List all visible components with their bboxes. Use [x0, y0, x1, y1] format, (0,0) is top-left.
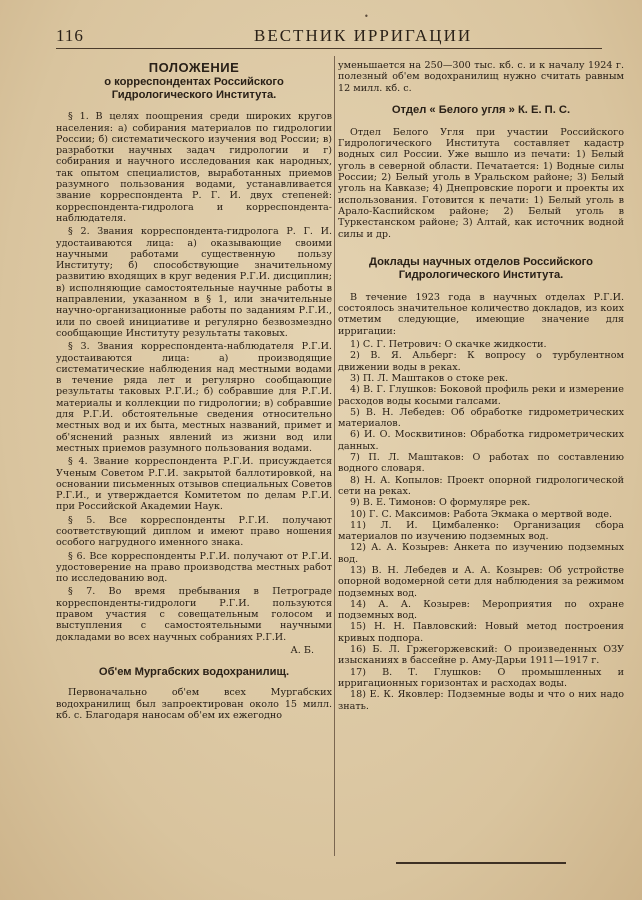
paragraph-7: § 7. Во время пребывания в Петрограде корреспонденты-гидрологи Р.Г.И. пользуются правом участия с совещательным голосом и выступления с самостоятельными научными докладами во всех научных собраниях Р.Г.И.: [56, 586, 332, 643]
list-item: 9) В. Е. Тимонов: О формуляре рек.: [350, 497, 531, 509]
list-item: 14) А. А. Козырев: Мероприятия по охране подземных вод.: [338, 598, 624, 622]
list-item: 16) Б. Л. Гржегоржевский: О произведенных ОЗУ изысканиях в бассейне р. Аму-Дарьи 1911—1917 г.: [338, 644, 624, 667]
journal-title: ВЕСТНИК ИРРИГАЦИИ: [254, 26, 473, 45]
list-item: 6) И. О. Москвитинов: Обработка гидрометрических данных.: [338, 429, 624, 452]
paragraph-white-coal: Отдел Белого Угля при участии Российского Гидрологического Института составляет кадастр водных сил России. Уже вышло из печати: 1) Белый уголь в северной области. Печатается: 1) Водные силы России; 2) Белый уголь в Уральском районе; 3) Белый уголь на Кавказе; 4) Днепровские пороги и проекты их использования. Готовится к печати: 1) Белый уголь в Арало-Каспийском районе; 2) Белый уголь в Туркестанском районе; 3) Алтай, как источник водной силы и др.: [338, 126, 624, 240]
list-item: 15) Н. Н. Павловский: Новый метод построения кривых подпора.: [338, 621, 624, 644]
left-column: [56, 60, 332, 723]
list-item: 18) Е. К. Яковлер: Подземные воды и что о них надо знать.: [338, 689, 624, 712]
page-header: [56, 22, 602, 49]
column-divider: [334, 56, 335, 856]
list-item: 10) Г. С. Максимов: Работа Экмака о мертвой воде.: [350, 508, 613, 520]
page-number: 116: [56, 26, 84, 45]
binding-mark: •: [364, 12, 369, 21]
section-title-white-coal: Отдел « Белого угля » К. Е. П. С.: [391, 103, 571, 116]
section-title-murgab: Об'ем Мургабских водохранилищ.: [98, 666, 290, 679]
paragraph-reports-intro: В течение 1923 года в научных отделах Р.Г.И. состоялось значительное количество докладов, из коих отметим следующие, имеющие значение для ирригации:: [338, 291, 624, 337]
list-item: 8) Н. А. Копылов: Проект опорной гидрологической сети на реках.: [338, 474, 624, 497]
list-item: 4) В. Г. Глушков: Боковой профиль реки и измерение расходов воды косыми галсами.: [338, 384, 624, 407]
right-column: [338, 60, 624, 712]
signature: А. Б.: [290, 644, 314, 656]
list-item: 7) П. Л. Маштаков: О работах по составлению водного словаря.: [338, 452, 624, 475]
list-item: 5) В. Н. Лебедев: Об обработке гидрометрических материалов.: [338, 406, 624, 430]
list-item: 17) В. Т. Глушков: О промышленных и ирригационных горизонтах и расходах воды.: [338, 666, 624, 689]
paragraph-4: § 4. Звание корреспондента Р.Г.И. присуждается Ученым Советом Р.Г.И. закрытой баллотировкой, на основании письменных отзывов специальных Советов Р.Г.И., и утверждается Комитетом по делам Р.Г.И. при Российской Академии Наук.: [56, 456, 332, 513]
list-item: 2) В. Я. Альберг: К вопросу о турбулентном движении воды в реках.: [338, 350, 624, 373]
paragraph-murgab: Первоначально об'ем всех Мургабских водохранилищ был запроектирован около 15 милл. кб. с. Благодаря наносам об'ем их ежегодно: [56, 687, 332, 721]
list-item: 1) С. Г. Петрович: О скачке жидкости.: [350, 339, 547, 351]
list-item: 12) А. А. Козырев: Анкета по изучению подземных вод.: [338, 542, 624, 565]
paragraph-3: § 3. Звания корреспондента-наблюдателя Р.Г.И. удостаиваются лица: а) производящие систематические наблюдения над местными водами в течение ряда лет и регулярно сообщающие результаты таковых Р.Г.И.; б) собравшие для Р.Г.И. материалы и коллекции по гидрологии; в) собравшие для Р.Г.И. обстоятельные сведения относительно местных вод и их быта, местных названий, примет и об'яснений разных явлений из жизни вод или местных приемов разумного пользования водами.: [56, 341, 332, 454]
paragraph-1: § 1. В целях поощрения среди широких кругов населения: а) собирания материалов по гидрологии России; б) систематического изучения вод России; в) разработки научных задач гидрологии и г) собирания и научного исследования как народных, так опытом специалистов, выработанных приемов разумного пользования водами, устанавливается звание корреспондента Р. Г. И. двух степеней: корреспондента-гидролога и корреспондента-наблюдателя.: [56, 111, 332, 224]
end-rule: [396, 862, 566, 864]
article-title: ПОЛОЖЕНИЕ: [148, 60, 240, 75]
list-item: 3) П. Л. Маштаков о стоке рек.: [350, 372, 509, 384]
reports-list: [338, 339, 624, 712]
paragraph-continuation: уменьшается на 250—300 тыс. кб. с. и к началу 1924 г. полезный об'ем водохранилищ нужно считать равным 12 милл. кб. с.: [338, 60, 624, 94]
article-subtitle: о корреспондентах Российского Гидрологического Института.: [104, 76, 284, 102]
paragraph-6: § 6. Все корреспонденты Р.Г.И. получают от Р.Г.И. удостоверение на право производства местных работ по исследованию вод.: [56, 550, 332, 585]
paragraph-2: § 2. Звания корреспондента-гидролога Р. Г. И. удостаиваются лица: а) оказывающие своими научными работами существенную пользу Институту; б) способствующие значительному развитию входящих в круг ведения Р.Г.И. дисциплин; в) исполняющие самостоятельные научные работы в направлении, указанном в § 1, или значительные научно-организационные работы по заданиям Р.Г.И., или по своей инициативе и регулярно безвозмездно сообщающие Институту результаты таковых.: [56, 226, 332, 339]
paragraph-5: § 5. Все корреспонденты Р.Г.И. получают соответствующий диплом и имеют право ношения особого нагрудного именного знака.: [56, 514, 332, 549]
section-title-reports: Доклады научных отделов Российского Гидрологического Института.: [368, 255, 594, 281]
list-item: 11) Л. И. Цимбаленко: Организация сбора материалов по изучению подземных вод.: [338, 519, 624, 543]
list-item: 13) В. Н. Лебедев и А. А. Козырев: Об устройстве опорной водомерной сети для наблюдения за режимом подземных вод.: [338, 564, 624, 599]
